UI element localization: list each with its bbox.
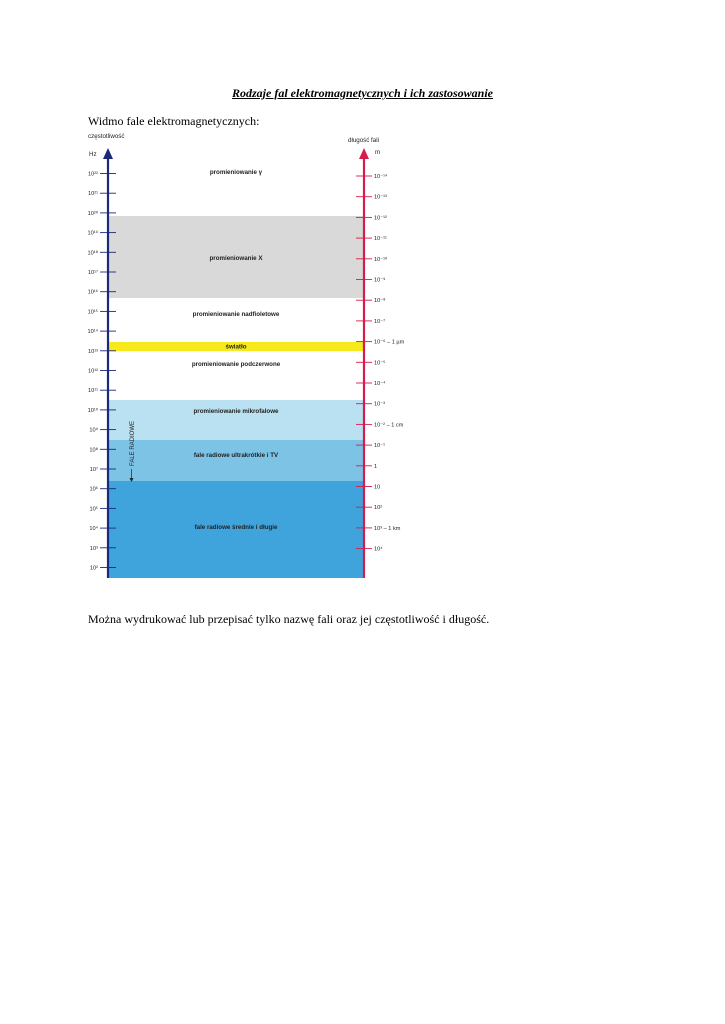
frequency-tick-label: 10⁴ <box>89 526 98 533</box>
frequency-tick-label: 10¹⁴ <box>87 329 98 336</box>
wavelength-tick-label: 10⁻⁹ <box>374 277 386 284</box>
frequency-tick-label: 10⁷ <box>89 467 98 473</box>
wavelength-tick-label: 10 <box>374 484 381 491</box>
wavelength-tick-label: 10⁻¹⁰ <box>374 256 388 263</box>
wavelength-tick-label: 10⁻² – 1 cm <box>374 422 404 429</box>
wavelength-tick-label: 10⁻¹ <box>374 443 386 450</box>
wavelength-axis-arrow-icon <box>359 148 369 159</box>
frequency-tick-label: 10¹⁵ <box>87 309 98 316</box>
band-label-6: promieniowanie mikrofalowe <box>193 408 279 415</box>
wavelength-tick-label: 10⁻⁴ <box>374 381 386 387</box>
frequency-tick-label: 10²⁰ <box>87 210 98 217</box>
band-5 <box>108 351 364 400</box>
wavelength-axis-title: długość fali <box>348 137 379 144</box>
bands-layer <box>108 156 364 578</box>
band-3 <box>108 298 364 342</box>
wavelength-tick-label: 10⁻¹⁴ <box>374 174 388 180</box>
wavelength-tick-label: 10⁻¹¹ <box>374 236 387 243</box>
band-label-7: fale radiowe ultrakrótkie i TV <box>193 452 279 459</box>
wavelength-tick-label: 10³ – 1 km <box>374 525 401 532</box>
band-1 <box>108 156 364 216</box>
band-label-1: promieniowanie γ <box>209 169 263 176</box>
footnote-text: Można wydrukować lub przepisać tylko nazwę fali oraz jej częstotliwość i długość. <box>88 612 490 626</box>
band-label-8: fale radiowe średnie i długie <box>194 524 278 531</box>
band-label-3: promieniowanie nadfioletowe <box>192 311 280 318</box>
wavelength-tick-label: 10⁻³ <box>374 401 386 408</box>
band-7 <box>108 440 364 481</box>
frequency-tick-label: 10²¹ <box>88 191 98 198</box>
frequency-tick-label: 10¹⁷ <box>87 270 98 276</box>
frequency-tick-label: 10¹⁰ <box>87 407 98 414</box>
frequency-tick-label: 10²² <box>88 171 98 178</box>
wavelength-tick-label: 10⁻⁵ <box>374 360 386 367</box>
wavelength-tick-label: 10⁻⁶ – 1 µm <box>374 339 405 346</box>
wavelength-tick-label: 1 <box>374 463 378 470</box>
frequency-tick-label: 10⁸ <box>89 447 98 454</box>
frequency-tick-label: 10¹⁹ <box>87 230 98 237</box>
frequency-axis-title: częstotliwość <box>88 133 125 140</box>
wavelength-tick-label: 10² <box>374 505 383 512</box>
intro-text: Widmo fale elektromagnetycznych: <box>88 114 260 128</box>
wavelength-tick-label: 10⁻⁷ <box>374 318 386 325</box>
frequency-tick-label: 10⁵ <box>89 506 98 513</box>
radio-waves-label: FALE RADIOWE <box>130 420 136 466</box>
wavelength-tick-label: 10⁻⁸ <box>374 298 386 305</box>
wavelength-tick-label: 10⁻¹² <box>374 215 387 222</box>
spectrum-diagram <box>82 126 412 586</box>
frequency-tick-label: 10¹⁸ <box>87 250 98 257</box>
frequency-tick-label: 10¹² <box>88 368 98 375</box>
wavelength-tick-label: 10⁻¹³ <box>374 194 387 201</box>
band-label-4: światło <box>225 343 247 351</box>
wavelength-tick-label: 10⁴ <box>374 546 383 553</box>
frequency-tick-label: 10² <box>89 565 98 572</box>
frequency-tick-label: 10¹¹ <box>88 388 98 395</box>
frequency-tick-label: 10⁹ <box>89 427 98 434</box>
frequency-tick-label: 10³ <box>89 545 98 552</box>
band-6 <box>108 400 364 440</box>
wavelength-axis-unit: m <box>375 149 381 156</box>
frequency-axis-unit: Hz <box>89 151 97 158</box>
band-label-2: promieniowanie X <box>209 255 263 262</box>
band-label-5: promieniowanie podczerwone <box>191 361 281 368</box>
frequency-axis-arrow-icon <box>103 148 113 159</box>
frequency-tick-label: 10¹³ <box>88 348 98 355</box>
frequency-tick-label: 10¹⁶ <box>87 289 98 296</box>
frequency-tick-label: 10⁶ <box>89 486 98 493</box>
document-title: Rodzaje fal elektromagnetycznych i ich zastosowanie <box>232 86 493 100</box>
